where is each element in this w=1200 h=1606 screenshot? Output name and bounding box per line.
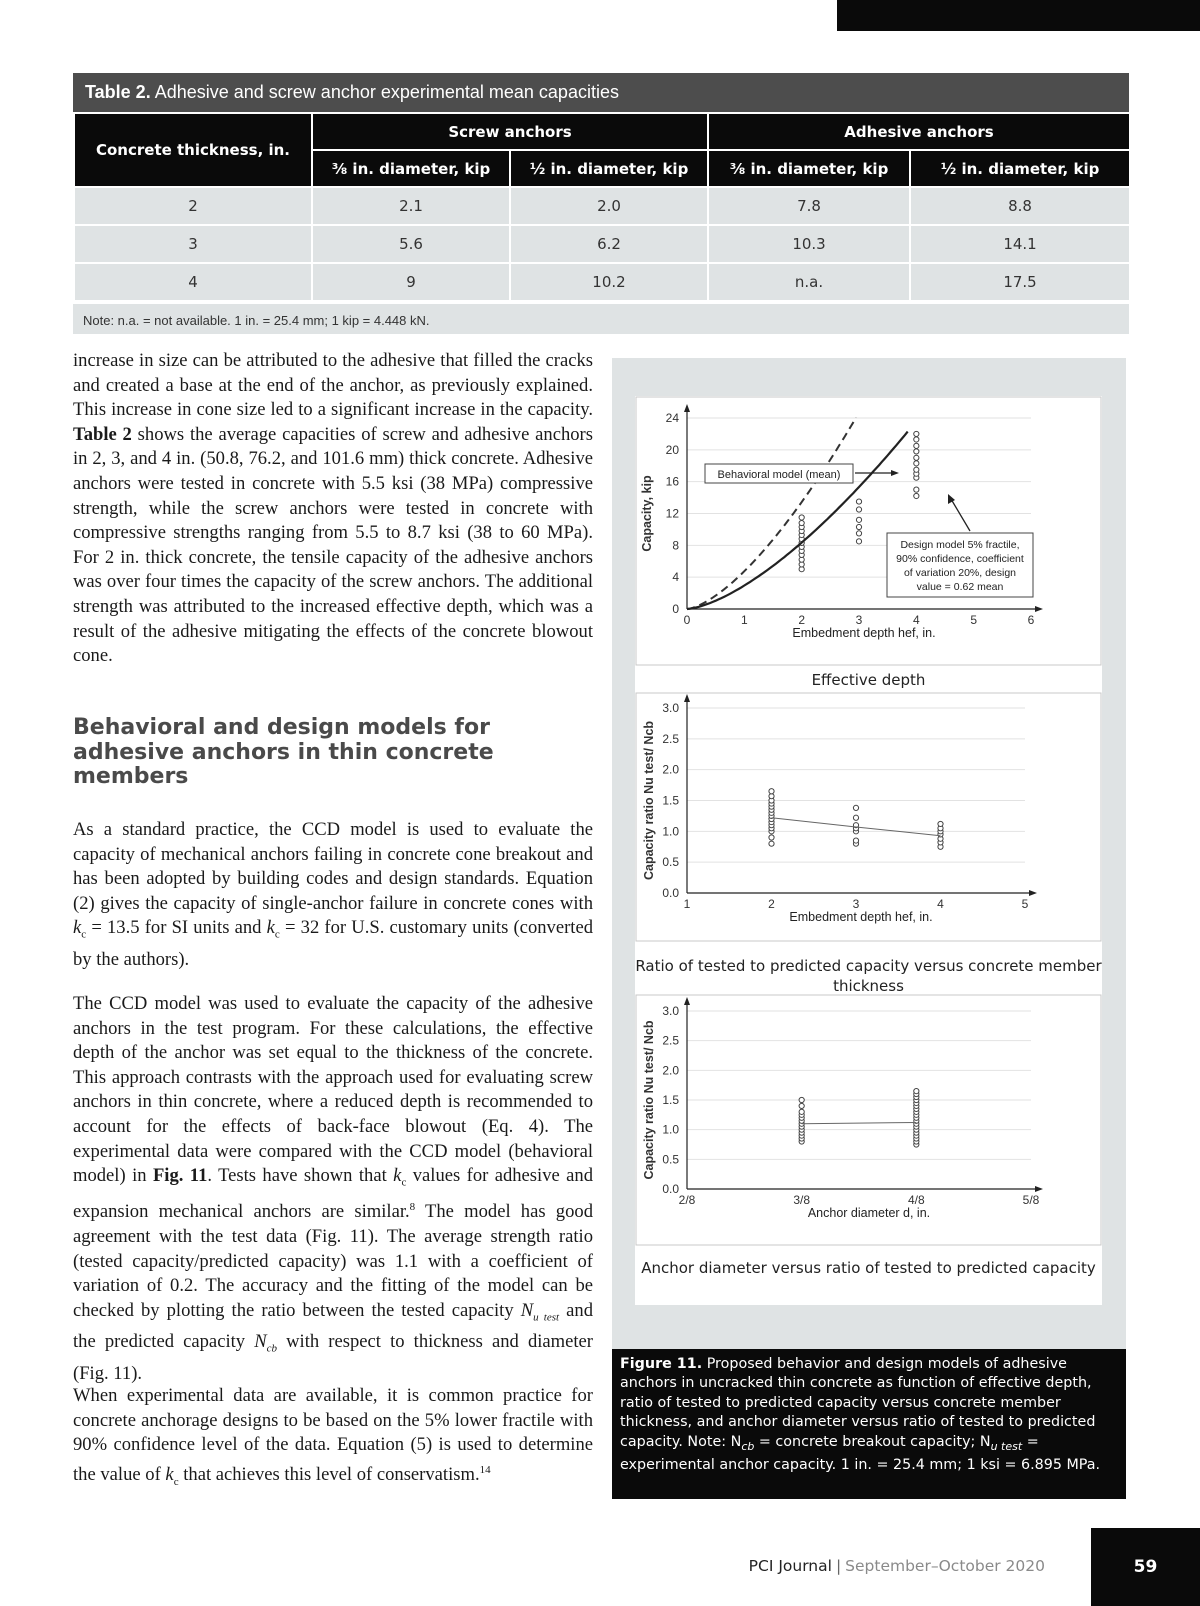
p3-text-e: and the predicted capacity	[73, 1300, 593, 1353]
header-adhesive-anchors: Adhesive anchors	[708, 113, 1130, 150]
figure-caption-sub-u-test: u test	[990, 1439, 1023, 1453]
p1-text-b: shows the average capacities of screw and adhesive anchors in 2, 3, and 4 in. (50.8, 76.2, and 101.6 mm) thick concrete. Adhesive anchors were tested in concrete with 5.5 ksi (38 MPa) compressive strength, while the screw anchors were tested in concrete with compressive strengths ranging from 5.5 to 8.7 ksi (38 to 60 MPa). For 2 in. thick concrete, the tensile capacity of the adhesive anchors was over four times the capacity of the screw anchors. The additional strength was attributed to the increased effective depth, which was a result of the adhesive mitigating the effects of the concrete blowout cone.	[73, 423, 593, 667]
y-axis-label: Capacity ratio Nu test/ Ncb	[642, 1020, 656, 1180]
section-heading: Behavioral and design models for adhesive anchors in thin concrete members	[73, 715, 494, 789]
p2-text-b: = 13.5 for SI units and	[86, 917, 267, 939]
footer-journal	[749, 1557, 1045, 1575]
effective-depth-chart	[635, 396, 1102, 666]
table-title-text: Adhesive and screw anchor experimental mean capacities	[154, 82, 619, 102]
data-point	[914, 487, 919, 492]
data-point	[914, 443, 919, 448]
y-tick-label: 0.5	[662, 1152, 679, 1167]
table-cell: 2	[74, 187, 312, 225]
data-point	[856, 539, 861, 544]
n-symbol: N	[520, 1300, 534, 1322]
table-cell: 6.2	[510, 225, 708, 263]
header-screw-1-2: ½ in. diameter, kip	[510, 150, 708, 187]
table-title-label: Table 2.	[85, 82, 151, 102]
y-axis-label: Capacity, kip	[640, 475, 654, 552]
figure-caption-text-b: = concrete breakout capacity; N	[754, 1433, 991, 1450]
data-point	[914, 449, 919, 454]
p3-text-d: The model has good agreement with the test data (Fig. 11). The average strength ratio (tested capacity/predicted capacity) was 1.1 with a coefficient of variation of 0.2. The accuracy and the fitting of the model can be checked by plotting the ratio between the tested capacity	[73, 1201, 593, 1322]
x-tick-label: 0	[683, 613, 691, 627]
behavioral-annotation-text: Behavioral model (mean)	[717, 469, 841, 481]
ratio-vs-diameter-chart	[635, 994, 1102, 1246]
x-tick-label: 5	[970, 613, 978, 627]
table-2-reference: Table 2	[73, 423, 132, 445]
y-tick-label: 3.0	[662, 1004, 679, 1018]
y-tick-label: 2.5	[662, 1033, 679, 1048]
page-number: 59	[1091, 1528, 1200, 1606]
fig-11-reference: Fig. 11	[152, 1165, 208, 1187]
data-point	[853, 838, 858, 843]
table-cell: 17.5	[910, 263, 1130, 301]
n-subscript-cb: cb	[266, 1343, 277, 1356]
y-tick-label: 2.0	[662, 1063, 679, 1078]
data-point	[853, 815, 858, 820]
figure-caption-text-c: = experimental anchor capacity. 1 in. = 25.4 mm; 1 ksi = 6.895 MPa.	[620, 1433, 1101, 1473]
y-tick-label: 8	[672, 538, 679, 553]
data-point	[799, 520, 804, 525]
y-tick-label: 2.5	[662, 731, 679, 746]
table-row	[74, 225, 1130, 263]
table-cell: 9	[312, 263, 510, 301]
data-point	[856, 531, 861, 536]
ratio-vs-thickness-chart	[635, 692, 1102, 942]
x-tick-label: 3	[855, 613, 863, 627]
chart-2-caption: Ratio of tested to predicted capacity versus concrete member thickness	[635, 957, 1102, 995]
data-point	[914, 431, 919, 436]
paragraph-4	[73, 1384, 593, 1494]
kc-subscript: c	[173, 1475, 179, 1488]
p1-text-a: increase in size can be attributed to the adhesive that filled the cracks and created a base at the end of the anchor, as previously explained. This increase in cone size led to a significant increase in the capacity.	[73, 350, 593, 421]
y-tick-label: 16	[665, 474, 679, 489]
figure-caption-text-a: Proposed behavior and design models of adhesive anchors in uncracked thin concrete as function of effective depth, ratio of tested to predicted capacity versus concrete member thickness, and anchor diameter versus ratio of tested to predicted capacity. Note: N	[620, 1356, 1096, 1450]
p2-text-a: As a standard practice, the CCD model is used to evaluate the capacity of mechanical anchors failing in concrete cone breakout and has been adopted by building codes and design standards. Equation (2) gives the capacity of single-anchor failure in concrete cones with	[73, 819, 593, 914]
data-point	[938, 821, 943, 826]
table-cell: 10.3	[708, 225, 910, 263]
p3-text-a: The CCD model was used to evaluate the capacity of the adhesive anchors in the test program. For these calculations, the effective depth of the anchor was set equal to the thickness of the concrete. This approach contrasts with the approach used for evaluating screw anchors in thin concrete, where a reduced depth is recommended to account for the effects of back-face blowout (Eq. 4). The experimental data were compared with the CCD model (behavioral model) in	[73, 993, 593, 1187]
header-adhesive-1-2: ½ in. diameter, kip	[910, 150, 1130, 187]
figure-11-caption	[612, 1349, 1126, 1499]
table-cell: 7.8	[708, 187, 910, 225]
issue-date: September–October 2020	[845, 1557, 1045, 1575]
citation-14: 14	[479, 1463, 491, 1476]
y-tick-label: 2.0	[662, 762, 679, 777]
x-tick-label: 1	[683, 897, 691, 911]
chart-frame	[636, 693, 1101, 941]
data-point	[799, 1097, 804, 1102]
y-tick-label: 1.5	[662, 1093, 679, 1107]
figure-11-panel	[612, 358, 1126, 1498]
p3-text-b: . Tests have shown that	[207, 1165, 394, 1187]
x-tick-label: 4/8	[907, 1193, 925, 1207]
n-subscript-u-test: u test	[533, 1311, 560, 1324]
footer-separator: |	[835, 1557, 842, 1575]
p2-text-c: = 32 for U.S. customary units (converted by the authors).	[73, 917, 593, 970]
p3-text-f: with respect to thickness and diameter (Fig. 11).	[73, 1331, 593, 1384]
design-annotation-text: 90% confidence, coefficient	[896, 553, 1024, 565]
x-tick-label: 5/8	[1022, 1193, 1040, 1207]
chart-3-caption: Anchor diameter versus ratio of tested to predicted capacity	[641, 1259, 1096, 1277]
table-row	[74, 263, 1130, 301]
x-tick-label: 4	[937, 897, 944, 911]
y-tick-label: 1.0	[662, 824, 679, 839]
table-cell: 3	[74, 225, 312, 263]
table-cell: 2.1	[312, 187, 510, 225]
data-point	[914, 437, 919, 442]
p4-text-b: that achieves this level of conservatism.	[178, 1463, 480, 1485]
y-tick-label: 12	[665, 506, 679, 521]
y-tick-label: 1.0	[662, 1122, 679, 1137]
x-tick-label: 5	[1021, 897, 1029, 911]
x-tick-label: 2	[768, 897, 775, 911]
kc-symbol: k	[165, 1463, 174, 1485]
data-point	[856, 524, 861, 529]
x-tick-label: 2	[798, 613, 806, 627]
x-tick-label: 3	[852, 897, 860, 911]
top-black-bar	[837, 0, 1200, 31]
data-point	[799, 515, 804, 520]
x-tick-label: 6	[1027, 613, 1035, 627]
data-point	[769, 841, 774, 846]
design-annotation-text: value = 0.62 mean	[916, 581, 1004, 593]
y-tick-label: 24	[665, 411, 679, 425]
x-tick-label: 2/8	[678, 1193, 696, 1207]
citation-8: 8	[409, 1201, 416, 1214]
data-point	[914, 455, 919, 460]
table-cell: n.a.	[708, 263, 910, 301]
data-point	[769, 835, 774, 840]
data-point	[799, 1103, 804, 1108]
data-point	[856, 507, 861, 512]
kc-subscript: c	[81, 929, 87, 942]
table-cell: 14.1	[910, 225, 1130, 263]
y-tick-label: 1.5	[662, 793, 679, 808]
figure-caption-sub-cb: cb	[741, 1439, 755, 1453]
data-point	[914, 461, 919, 466]
y-tick-label: 4	[672, 570, 679, 585]
kc-subscript: c	[274, 929, 280, 942]
x-tick-label: 3/8	[793, 1193, 811, 1207]
paragraph-3	[73, 992, 593, 1386]
table-cell: 2.0	[510, 187, 708, 225]
data-point	[856, 517, 861, 522]
x-axis-label: Embedment depth hef, in.	[789, 910, 933, 924]
data-point	[856, 499, 861, 504]
paragraph-1	[73, 349, 593, 669]
y-axis-label: Capacity ratio Nu test/ Ncb	[642, 720, 656, 881]
table-cell: 5.6	[312, 225, 510, 263]
design-annotation-text: of variation 20%, design	[903, 567, 1017, 579]
kc-symbol: k	[73, 917, 82, 939]
data-point	[914, 493, 919, 498]
header-adhesive-3-8: ⅜ in. diameter, kip	[708, 150, 910, 187]
paragraph-2	[73, 818, 593, 972]
y-tick-label: 0.5	[662, 855, 679, 870]
journal-name: PCI Journal	[748, 1557, 832, 1575]
kc-subscript: c	[401, 1176, 407, 1189]
x-axis-label: Anchor diameter d, in.	[807, 1206, 931, 1220]
x-tick-label: 4	[912, 613, 920, 627]
data-point	[853, 805, 858, 810]
n-symbol: N	[254, 1331, 267, 1353]
capacities-table	[73, 112, 1131, 302]
header-screw-anchors: Screw anchors	[312, 113, 708, 150]
table-note: Note: n.a. = not available. 1 in. = 25.4 mm; 1 kip = 4.448 kN.	[73, 302, 1129, 334]
header-screw-3-8: ⅜ in. diameter, kip	[312, 150, 510, 187]
table-cell: 8.8	[910, 187, 1130, 225]
data-point	[799, 1109, 804, 1114]
y-tick-label: 3.0	[662, 701, 679, 715]
data-point	[914, 467, 919, 472]
y-tick-label: 20	[665, 442, 679, 457]
table-cell: 10.2	[510, 263, 708, 301]
y-tick-label: 0.0	[662, 1182, 679, 1196]
x-tick-label: 1	[740, 613, 748, 627]
x-axis-label: Embedment depth hef, in.	[792, 626, 936, 640]
chart-1-caption: Effective depth	[811, 671, 926, 689]
y-tick-label: 0.0	[662, 886, 679, 900]
design-annotation-text: Design model 5% fractile,	[900, 539, 1020, 551]
data-point	[769, 794, 774, 799]
figure-11-charts	[635, 396, 1102, 1305]
kc-symbol: k	[393, 1165, 402, 1187]
table-title	[73, 73, 1129, 112]
p3-text-c: values for adhesive and expansion mechanical anchors are similar.	[73, 1165, 593, 1223]
data-point	[769, 789, 774, 794]
y-tick-label: 0	[672, 602, 679, 616]
data-point	[914, 1089, 919, 1094]
table-cell: 4	[74, 263, 312, 301]
table-row	[74, 187, 1130, 225]
figure-caption-label: Figure 11.	[620, 1356, 703, 1372]
header-concrete-thickness: Concrete thickness, in.	[74, 113, 312, 187]
table-2	[73, 73, 1129, 334]
p4-text-a: When experimental data are available, it is common practice for concrete anchorage designs to be based on the 5% lower fractile with 90% confidence level of the data. Equation (5) is used to determine the value of	[73, 1385, 593, 1485]
kc-symbol: k	[266, 917, 275, 939]
